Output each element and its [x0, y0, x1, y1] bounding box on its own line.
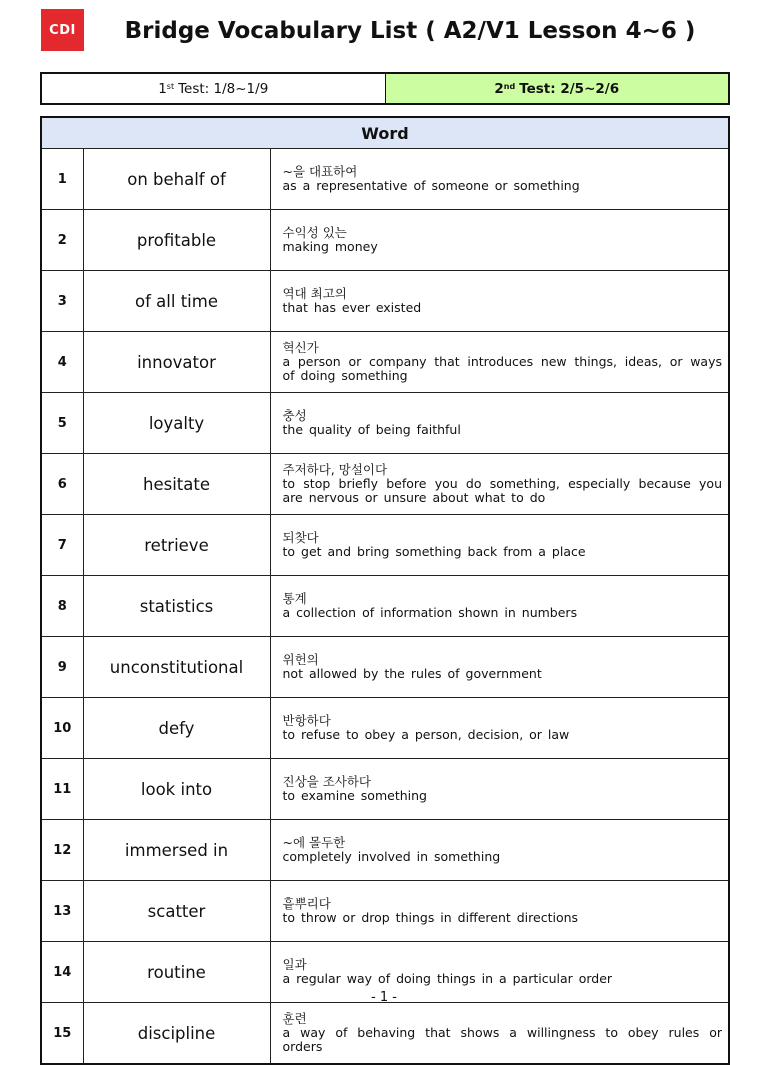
row-number: 1 [41, 149, 83, 210]
korean-meaning: 되찾다 [282, 530, 319, 545]
row-number: 2 [41, 210, 83, 271]
table-row [41, 515, 729, 576]
second-test-cell [386, 74, 729, 103]
vocab-word: routine [83, 942, 270, 1003]
definition-cell [270, 637, 729, 698]
definition-cell [270, 820, 729, 881]
english-definition: a person or company that introduces new things, ideas, or ways of doing something [282, 354, 722, 383]
korean-meaning: 위헌의 [282, 652, 319, 667]
page-title: Bridge Vocabulary List ( A2/V1 Lesson 4~6 ) [124, 18, 696, 44]
table-row [41, 1003, 729, 1065]
table-header-word: Word [41, 117, 729, 149]
english-definition: to stop briefly before you do something, especially because you are nervous or unsure about what to do [282, 476, 722, 505]
definition-cell [270, 881, 729, 942]
row-number: 15 [41, 1003, 83, 1065]
definition-cell [270, 759, 729, 820]
vocab-word: hesitate [83, 454, 270, 515]
definition-cell [270, 332, 729, 393]
row-number: 10 [41, 698, 83, 759]
korean-meaning: ~을 대표하여 [282, 164, 358, 179]
table-row [41, 759, 729, 820]
table-row [41, 332, 729, 393]
definition-cell [270, 271, 729, 332]
english-definition: a regular way of doing things in a particular order [282, 971, 613, 986]
table-row [41, 271, 729, 332]
definition-cell [270, 1003, 729, 1065]
table-row [41, 454, 729, 515]
table-row [41, 820, 729, 881]
page-number: - 1 - [371, 990, 397, 1005]
vocab-word: loyalty [83, 393, 270, 454]
row-number: 14 [41, 942, 83, 1003]
vocab-word: innovator [83, 332, 270, 393]
vocab-word: of all time [83, 271, 270, 332]
english-definition: to refuse to obey a person, decision, or law [282, 727, 570, 742]
korean-meaning: 일과 [282, 957, 307, 972]
second-test-ordinal: 2 [494, 80, 504, 97]
definition-cell [270, 393, 729, 454]
table-row [41, 576, 729, 637]
test-schedule [40, 72, 730, 105]
row-number: 6 [41, 454, 83, 515]
row-number: 13 [41, 881, 83, 942]
korean-meaning: 수익성 있는 [282, 225, 347, 240]
vocab-word: defy [83, 698, 270, 759]
korean-meaning: 혁신가 [282, 340, 319, 355]
row-number: 7 [41, 515, 83, 576]
first-test-ordinal-suffix: st [166, 82, 175, 91]
vocab-word: profitable [83, 210, 270, 271]
second-test-ordinal-suffix: nd [503, 82, 516, 91]
vocab-word: discipline [83, 1003, 270, 1065]
row-number: 9 [41, 637, 83, 698]
korean-meaning: 주저하다, 망설이다 [282, 462, 388, 477]
table-row [41, 637, 729, 698]
table-row [41, 149, 729, 210]
vocab-word: unconstitutional [83, 637, 270, 698]
vocab-word: statistics [83, 576, 270, 637]
vocabulary-rows [41, 149, 729, 1065]
english-definition: a way of behaving that shows a willingness to obey rules or orders [282, 1025, 722, 1054]
second-test-label: Test: 2/5~2/6 [519, 80, 620, 97]
english-definition: as a representative of someone or something [282, 178, 580, 193]
korean-meaning: 흩뿌리다 [282, 896, 331, 911]
english-definition: to get and bring something back from a place [282, 544, 586, 559]
korean-meaning: 훈련 [282, 1011, 307, 1026]
vocab-word: retrieve [83, 515, 270, 576]
row-number: 3 [41, 271, 83, 332]
cdi-logo: CDI [41, 9, 84, 51]
table-row [41, 881, 729, 942]
definition-cell [270, 210, 729, 271]
row-number: 4 [41, 332, 83, 393]
english-definition: the quality of being faithful [282, 422, 461, 437]
english-definition: not allowed by the rules of government [282, 666, 542, 681]
row-number: 12 [41, 820, 83, 881]
english-definition: completely involved in something [282, 849, 501, 864]
table-row [41, 210, 729, 271]
english-definition: to throw or drop things in different directions [282, 910, 579, 925]
definition-cell [270, 149, 729, 210]
first-test-cell [42, 74, 386, 103]
english-definition: making money [282, 239, 378, 254]
korean-meaning: 진상을 조사하다 [282, 774, 371, 789]
first-test-ordinal: 1 [158, 80, 167, 97]
english-definition: that has ever existed [282, 300, 422, 315]
definition-cell [270, 515, 729, 576]
vocab-word: immersed in [83, 820, 270, 881]
vocab-word: scatter [83, 881, 270, 942]
korean-meaning: 역대 최고의 [282, 286, 347, 301]
korean-meaning: 반항하다 [282, 713, 331, 728]
row-number: 11 [41, 759, 83, 820]
korean-meaning: 충성 [282, 408, 307, 423]
row-number: 8 [41, 576, 83, 637]
english-definition: to examine something [282, 788, 427, 803]
korean-meaning: ~에 몰두한 [282, 835, 346, 850]
definition-cell [270, 576, 729, 637]
first-test-label: Test: 1/8~1/9 [178, 80, 269, 97]
table-row [41, 393, 729, 454]
vocab-word: look into [83, 759, 270, 820]
vocab-word: on behalf of [83, 149, 270, 210]
row-number: 5 [41, 393, 83, 454]
korean-meaning: 통계 [282, 591, 307, 606]
definition-cell [270, 454, 729, 515]
table-row [41, 698, 729, 759]
english-definition: a collection of information shown in numbers [282, 605, 578, 620]
definition-cell [270, 698, 729, 759]
vocabulary-table [40, 116, 730, 1065]
